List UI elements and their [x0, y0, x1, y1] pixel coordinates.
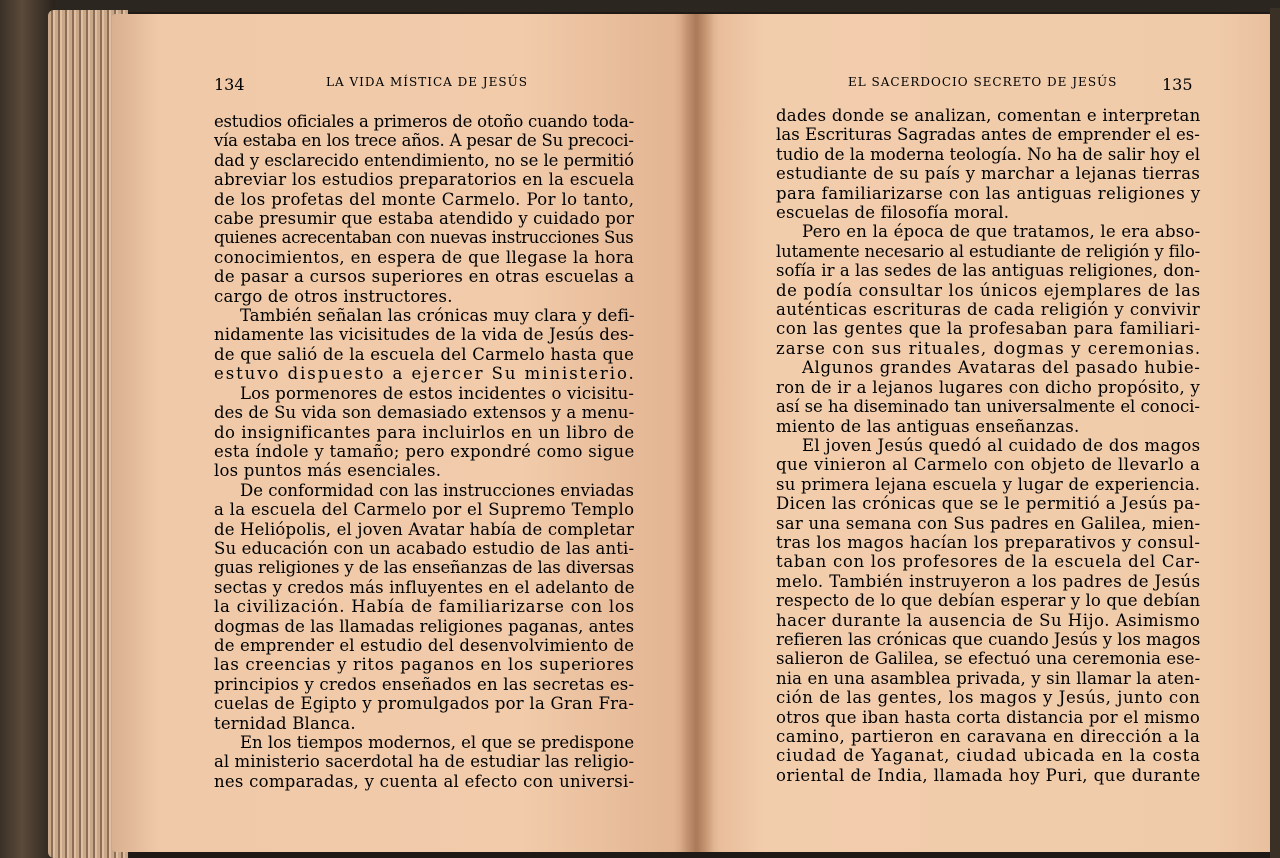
- book-gutter: [680, 14, 714, 852]
- text-line: vía estaba en los trece años. A pesar de Su precoci-: [214, 131, 634, 151]
- text-line: salieron de Galilea, se efectuó una ceremonia ese-: [776, 649, 1201, 669]
- text-line: estudios oficiales a primeros de otoño cuando toda-: [214, 112, 634, 131]
- text-line: nes comparadas, y cuenta al efecto con universi-: [214, 771, 635, 791]
- text-line: cuelas de Egipto y promulgados por la Gran Fra-: [214, 694, 635, 714]
- text-line: El joven Jesús quedó al cuidado de dos magos: [802, 435, 1201, 455]
- text-line: al ministerio sacerdotal ha de estudiar las religio-: [214, 752, 635, 772]
- text-line: ciudad de Yaganat, ciudad ubicada en la costa: [776, 746, 1201, 766]
- text-line: las creencias y ritos paganos en los superiores: [214, 655, 635, 675]
- text-line: de podía consultar los únicos ejemplares de las: [776, 280, 1201, 300]
- text-line: Los pormenores de estos incidentes o vicisitu-: [240, 383, 635, 403]
- text-line: do insignificantes para incluirlos en un libro de: [214, 422, 635, 442]
- text-line: con las gentes que la profesaban para familiari-: [776, 319, 1201, 339]
- text-line: estuvo dispuesto a ejercer Su ministerio.: [214, 364, 636, 384]
- text-line: de los profetas del monte Carmelo. Por lo tanto,: [214, 189, 635, 209]
- text-line: de que salió de la escuela del Carmelo hasta que: [214, 344, 635, 364]
- right-running-head: EL SACERDOCIO SECRETO DE JESÚS: [848, 75, 1118, 89]
- text-line: estudiante de su país y marchar a lejanas tierras: [776, 164, 1201, 184]
- right-page-number: 135: [1162, 75, 1193, 94]
- text-line: de pasar a cursos superiores en otras escuelas a: [214, 267, 635, 287]
- text-line: cargo de otros instructores.: [214, 286, 453, 306]
- text-line: dogmas de las llamadas religiones paganas, antes: [214, 616, 635, 636]
- text-line: su primera lejana escuela y lugar de experiencia.: [776, 474, 1201, 494]
- text-line: para familiarizarse con las antiguas religiones y: [776, 183, 1201, 203]
- text-line: refieren las crónicas que cuando Jesús y los magos: [776, 629, 1201, 649]
- text-line: lutamente necesario al estudiante de religión y filo-: [776, 241, 1201, 261]
- text-line: los puntos más esenciales.: [214, 461, 442, 481]
- text-line: conocimientos, en espera de que llegase la hora: [214, 247, 635, 267]
- text-line: sectas y credos más influyentes en el adelanto de: [214, 577, 635, 597]
- text-line: cabe presumir que estaba atendido y cuidado por: [214, 209, 634, 229]
- text-line: taban con los profesores de la escuela del Car-: [776, 552, 1201, 572]
- text-line: ron de ir a lejanos lugares con dicho propósito, y: [776, 377, 1201, 397]
- text-line: Pero en la época de que tratamos, le era abso-: [802, 222, 1201, 242]
- text-line: zarse con sus rituales, dogmas y ceremonias.: [776, 338, 1202, 358]
- text-line: quienes acrecentaban con nuevas instrucciones Sus: [214, 228, 634, 248]
- text-line: abreviar los estudios preparatorios en la escuela: [214, 170, 635, 190]
- text-line: respecto de lo que debían esperar y lo que debían: [776, 591, 1201, 611]
- text-line: así se ha diseminado tan universalmente el conoci-: [776, 397, 1200, 417]
- text-line: tras los magos hacían los preparativos y consul-: [776, 532, 1201, 552]
- text-line: camino, partieron en caravana en dirección a la: [776, 727, 1201, 746]
- text-line: principios y credos enseñados en las secretas es-: [214, 674, 635, 694]
- right-body-text: [776, 106, 1200, 785]
- text-line: sofía ir a las sedes de las antiguas religiones, don-: [776, 261, 1201, 281]
- book-spine-shadow: [0, 0, 55, 858]
- text-line: auténticas escrituras de cada religión y convivir: [776, 300, 1201, 320]
- top-edge: [0, 0, 1280, 12]
- text-line: Su educación con un acabado estudio de las anti-: [214, 538, 635, 558]
- text-line: las Escrituras Sagradas antes de emprender el es-: [776, 125, 1200, 145]
- text-line: Algunos grandes Avataras del pasado hubie-: [802, 358, 1201, 378]
- text-line: oriental de India, llamada hoy Puri, que durante: [776, 765, 1201, 785]
- text-line: melo. También instruyeron a los padres de Jesús: [776, 571, 1201, 591]
- text-line: de emprender el estudio del desenvolvimiento de: [214, 635, 635, 655]
- text-line: Dicen las crónicas que se le permitió a Jesús pa-: [776, 494, 1201, 514]
- text-line: ternidad Blanca.: [214, 713, 356, 733]
- text-line: otros que iban hasta corta distancia por el mismo: [776, 707, 1200, 727]
- left-running-head: LA VIDA MÍSTICA DE JESÚS: [326, 75, 528, 89]
- text-line: nia en una asamblea privada, y sin llamar la aten-: [776, 668, 1201, 688]
- text-line: hacer durante la ausencia de Su Hijo. Asimismo: [776, 610, 1201, 630]
- text-line: También señalan las crónicas muy clara y defi-: [240, 306, 635, 326]
- text-line: des de Su vida son demasiado extensos y a menu-: [214, 403, 635, 423]
- left-body-text: [214, 112, 634, 791]
- text-line: miento de las antiguas enseñanzas.: [776, 416, 1080, 436]
- text-line: En los tiempos modernos, el que se predispone: [240, 733, 635, 752]
- text-line: esta índole y tamaño; pero expondré como sigue: [214, 441, 635, 461]
- right-edge: [1270, 8, 1280, 858]
- text-line: ción de las gentes, los magos y Jesús, junto con: [776, 688, 1201, 708]
- text-line: dad y esclarecido entendimiento, no se le permitió: [214, 150, 634, 170]
- text-line: la civilización. Había de familiarizarse con los: [214, 597, 635, 617]
- text-line: que vinieron al Carmelo con objeto de llevarlo a: [776, 455, 1201, 475]
- text-line: tudio de la moderna teología. No ha de salir hoy el: [776, 144, 1200, 164]
- text-line: de Heliópolis, el joven Avatar había de completar: [214, 519, 635, 539]
- left-page-number: 134: [214, 75, 245, 94]
- text-line: sar una semana con Sus padres en Galilea, mien-: [776, 513, 1201, 533]
- text-line: nidamente las vicisitudes de la vida de Jesús des-: [214, 325, 635, 345]
- text-line: a la escuela del Carmelo por el Supremo Templo: [214, 500, 635, 520]
- text-line: dades donde se analizan, comentan e interpretan: [776, 106, 1201, 125]
- text-line: escuelas de filosofía moral.: [776, 203, 1010, 223]
- text-line: guas religiones y de las enseñanzas de las diversas: [214, 558, 635, 578]
- text-line: De conformidad con las instrucciones enviadas: [240, 480, 634, 500]
